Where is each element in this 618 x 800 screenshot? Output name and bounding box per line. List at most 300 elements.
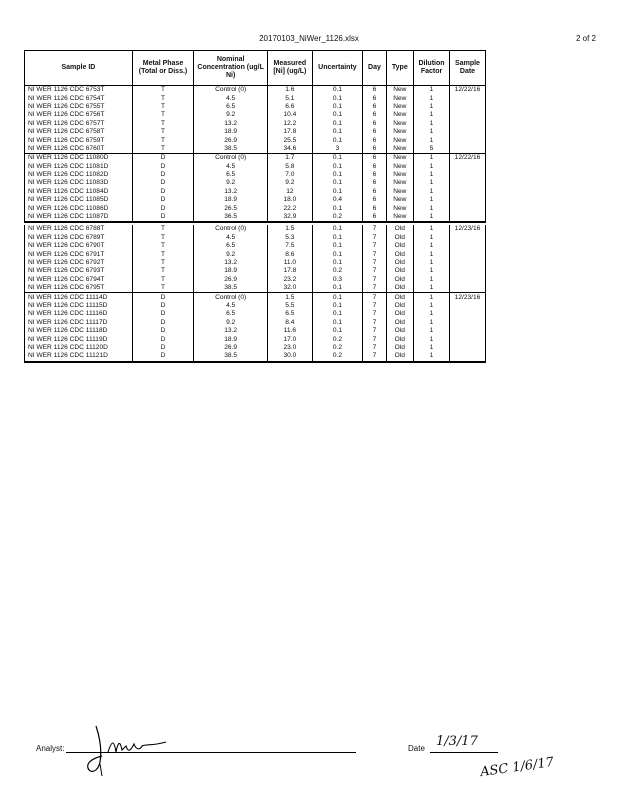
cell-day: 6 [363,103,386,111]
cell-uncertainty: 0.2 [312,335,363,343]
table-row [25,128,486,136]
cell-nominal-concentration: 13.2 [194,188,268,196]
col-header-uncertainty: Uncertainty [312,51,363,86]
cell-nominal-concentration: 26.9 [194,136,268,144]
cell-sample-date [449,250,485,258]
cell-measured: 5.1 [268,94,312,102]
cell-sample-date [449,196,485,204]
cell-dilution-factor: 1 [414,310,450,318]
cell-day: 6 [363,94,386,102]
cell-dilution-factor: 1 [414,327,450,335]
cell-day: 7 [363,302,386,310]
table-row [25,86,486,95]
cell-sample-date: 12/23/16 [449,293,485,302]
cell-sample-date [449,284,485,293]
cell-uncertainty: 3 [312,145,363,154]
cell-day: 6 [363,171,386,179]
cell-metal-phase: T [132,259,193,267]
table-row [25,352,486,361]
cell-sample-date [449,344,485,352]
cell-uncertainty: 0.1 [312,302,363,310]
cell-dilution-factor: 1 [414,120,450,128]
cell-sample-id: NI WER 1126 CDC 6756T [25,111,133,119]
cell-sample-id: NI WER 1126 CDC 11120D [25,344,133,352]
results-table [24,50,486,363]
cell-uncertainty: 0.1 [312,120,363,128]
cell-nominal-concentration: 36.5 [194,213,268,222]
cell-metal-phase: D [132,213,193,222]
cell-metal-phase: T [132,120,193,128]
cell-sample-id: NI WER 1126 CDC 11081D [25,163,133,171]
cell-nominal-concentration: 38.5 [194,352,268,361]
cell-metal-phase: D [132,293,193,302]
cell-type: New [386,94,413,102]
cell-dilution-factor: 1 [414,163,450,171]
cell-sample-date [449,335,485,343]
cell-day: 7 [363,327,386,335]
cell-nominal-concentration: 4.5 [194,163,268,171]
cell-uncertainty: 0.1 [312,327,363,335]
table-row [25,145,486,154]
cell-measured: 30.0 [268,352,312,361]
cell-day: 6 [363,136,386,144]
cell-measured: 32.0 [268,284,312,293]
cell-uncertainty: 0.1 [312,319,363,327]
col-header-sample-date: Sample Date [449,51,485,86]
cell-measured: 18.0 [268,196,312,204]
cell-type: New [386,196,413,204]
cell-sample-id: NI WER 1126 CDC 11121D [25,352,133,361]
cell-measured: 8.4 [268,319,312,327]
table-row [25,344,486,352]
cell-type: Old [386,284,413,293]
cell-day: 7 [363,242,386,250]
cell-type: New [386,213,413,222]
cell-nominal-concentration: 18.9 [194,335,268,343]
table-row [25,284,486,293]
cell-nominal-concentration: 13.2 [194,327,268,335]
table-row [25,267,486,275]
cell-metal-phase: T [132,128,193,136]
table-row [25,293,486,302]
cell-type: Old [386,352,413,361]
cell-uncertainty: 0.1 [312,225,363,233]
cell-sample-date [449,352,485,361]
cell-day: 6 [363,188,386,196]
cell-measured: 6.6 [268,103,312,111]
cell-type: Old [386,310,413,318]
cell-uncertainty: 0.1 [312,171,363,179]
cell-measured: 17.8 [268,267,312,275]
col-header-nominal-concentration: Nominal Concentration (ug/L Ni) [194,51,268,86]
cell-sample-date [449,111,485,119]
cell-metal-phase: T [132,136,193,144]
cell-nominal-concentration: 13.2 [194,259,268,267]
cell-day: 7 [363,335,386,343]
col-header-metal-phase: Metal Phase (Total or Diss.) [132,51,193,86]
cell-uncertainty: 0.2 [312,344,363,352]
table-row [25,259,486,267]
cell-nominal-concentration: 18.9 [194,196,268,204]
cell-sample-id: NI WER 1126 CDC 6758T [25,128,133,136]
cell-metal-phase: T [132,111,193,119]
cell-type: Old [386,276,413,284]
cell-nominal-concentration: 13.2 [194,120,268,128]
cell-sample-id: NI WER 1126 CDC 11083D [25,179,133,187]
cell-sample-date [449,128,485,136]
cell-type: Old [386,335,413,343]
cell-dilution-factor: 1 [414,196,450,204]
cell-nominal-concentration: 4.5 [194,302,268,310]
cell-dilution-factor: 1 [414,103,450,111]
cell-nominal-concentration: 4.5 [194,234,268,242]
col-header-type: Type [386,51,413,86]
cell-measured: 7.0 [268,171,312,179]
cell-sample-date [449,103,485,111]
cell-nominal-concentration: 26.5 [194,204,268,212]
cell-nominal-concentration: 9.2 [194,319,268,327]
cell-sample-id: NI WER 1126 CDC 6760T [25,145,133,154]
cell-day: 7 [363,284,386,293]
cell-sample-id: NI WER 1126 CDC 11115D [25,302,133,310]
cell-sample-id: NI WER 1126 CDC 6753T [25,86,133,95]
cell-metal-phase: T [132,86,193,95]
cell-uncertainty: 0.2 [312,213,363,222]
cell-dilution-factor: 1 [414,293,450,302]
cell-dilution-factor: 1 [414,188,450,196]
cell-sample-date: 12/22/16 [449,154,485,163]
handwritten-date: 1/3/17 [436,734,478,749]
cell-sample-id: NI WER 1126 CDC 11082D [25,171,133,179]
cell-type: Old [386,319,413,327]
cell-type: New [386,179,413,187]
cell-metal-phase: D [132,352,193,361]
cell-nominal-concentration: 38.5 [194,284,268,293]
cell-uncertainty: 0.1 [312,250,363,258]
cell-uncertainty: 0.1 [312,94,363,102]
cell-sample-id: NI WER 1126 CDC 6754T [25,94,133,102]
cell-sample-id: NI WER 1126 CDC 6757T [25,120,133,128]
cell-metal-phase: D [132,171,193,179]
cell-metal-phase: D [132,335,193,343]
cell-sample-date [449,234,485,242]
table-row [25,94,486,102]
table-row [25,171,486,179]
cell-metal-phase: T [132,284,193,293]
cell-dilution-factor: 1 [414,204,450,212]
cell-sample-id: NI WER 1126 CDC 11114D [25,293,133,302]
cell-uncertainty: 0.1 [312,284,363,293]
col-header-measured: Measured [Ni] (ug/L) [268,51,312,86]
cell-day: 7 [363,234,386,242]
cell-sample-id: NI WER 1126 CDC 11119D [25,335,133,343]
cell-day: 7 [363,267,386,275]
cell-sample-date [449,310,485,318]
cell-metal-phase: T [132,250,193,258]
cell-measured: 25.5 [268,136,312,144]
cell-nominal-concentration: 18.9 [194,267,268,275]
cell-measured: 12 [268,188,312,196]
table-row [25,250,486,258]
cell-measured: 8.6 [268,250,312,258]
cell-dilution-factor: 1 [414,302,450,310]
table-body [25,86,486,362]
cell-dilution-factor: 1 [414,225,450,233]
cell-type: Old [386,344,413,352]
cell-uncertainty: 0.1 [312,103,363,111]
cell-measured: 5.5 [268,302,312,310]
cell-dilution-factor: 1 [414,213,450,222]
table-row [25,163,486,171]
cell-type: Old [386,259,413,267]
table-row [25,225,486,233]
cell-dilution-factor: 1 [414,154,450,163]
table-header-row [25,51,486,86]
table-row [25,276,486,284]
cell-sample-id: NI WER 1126 CDC 6788T [25,225,133,233]
cell-dilution-factor: 1 [414,335,450,343]
cell-measured: 7.5 [268,242,312,250]
cell-measured: 17.8 [268,128,312,136]
cell-measured: 5.3 [268,234,312,242]
cell-measured: 10.4 [268,111,312,119]
table-row [25,234,486,242]
cell-dilution-factor: 1 [414,250,450,258]
cell-sample-id: NI WER 1126 CDC 6755T [25,103,133,111]
cell-uncertainty: 0.1 [312,111,363,119]
cell-sample-id: NI WER 1126 CDC 11084D [25,188,133,196]
cell-metal-phase: T [132,234,193,242]
cell-sample-id: NI WER 1126 CDC 6790T [25,242,133,250]
cell-sample-id: NI WER 1126 CDC 11080D [25,154,133,163]
analyst-label: Analyst: [36,744,65,753]
cell-nominal-concentration: 9.2 [194,111,268,119]
cell-sample-date [449,94,485,102]
cell-sample-date: 12/22/16 [449,86,485,95]
cell-nominal-concentration: 26.9 [194,344,268,352]
table-row [25,103,486,111]
table-row [25,302,486,310]
cell-nominal-concentration: Control (0) [194,225,268,233]
cell-nominal-concentration: 6.5 [194,103,268,111]
cell-measured: 5.8 [268,163,312,171]
cell-nominal-concentration: 4.5 [194,94,268,102]
cell-type: New [386,171,413,179]
cell-sample-id: NI WER 1126 CDC 11116D [25,310,133,318]
cell-type: New [386,188,413,196]
cell-type: Old [386,267,413,275]
cell-metal-phase: D [132,154,193,163]
analyst-signature [82,718,192,783]
cell-dilution-factor: 1 [414,344,450,352]
cell-day: 7 [363,319,386,327]
cell-sample-id: NI WER 1126 CDC 11118D [25,327,133,335]
cell-type: New [386,86,413,95]
cell-measured: 1.7 [268,154,312,163]
cell-uncertainty: 0.1 [312,86,363,95]
cell-measured: 34.6 [268,145,312,154]
cell-uncertainty: 0.2 [312,352,363,361]
cell-uncertainty: 0.1 [312,179,363,187]
cell-nominal-concentration: 18.9 [194,128,268,136]
cell-metal-phase: D [132,302,193,310]
cell-sample-date [449,188,485,196]
cell-sample-id: NI WER 1126 CDC 11086D [25,204,133,212]
cell-type: New [386,145,413,154]
table-row [25,136,486,144]
cell-sample-date [449,259,485,267]
table-row [25,188,486,196]
cell-measured: 17.0 [268,335,312,343]
cell-sample-date [449,171,485,179]
cell-day: 7 [363,293,386,302]
cell-sample-date [449,276,485,284]
cell-day: 6 [363,163,386,171]
date-label: Date [408,744,425,753]
cell-type: Old [386,225,413,233]
cell-sample-date [449,267,485,275]
cell-type: Old [386,242,413,250]
cell-measured: 22.2 [268,204,312,212]
cell-uncertainty: 0.1 [312,242,363,250]
cell-dilution-factor: 1 [414,267,450,275]
cell-dilution-factor: 1 [414,86,450,95]
cell-metal-phase: T [132,225,193,233]
col-header-sample-id: Sample ID [25,51,133,86]
table-row [25,196,486,204]
cell-metal-phase: T [132,242,193,250]
cell-nominal-concentration: Control (0) [194,293,268,302]
cell-sample-id: NI WER 1126 CDC 6793T [25,267,133,275]
cell-day: 7 [363,276,386,284]
cell-day: 7 [363,225,386,233]
cell-sample-id: NI WER 1126 CDC 6792T [25,259,133,267]
table-row [25,179,486,187]
cell-sample-date [449,213,485,222]
table-row [25,120,486,128]
cell-metal-phase: D [132,344,193,352]
cell-day: 6 [363,179,386,187]
cell-day: 6 [363,196,386,204]
cell-measured: 1.5 [268,293,312,302]
cell-sample-date [449,120,485,128]
cell-dilution-factor: 1 [414,136,450,144]
cell-nominal-concentration: 9.2 [194,250,268,258]
cell-sample-id: NI WER 1126 CDC 11087D [25,213,133,222]
cell-day: 7 [363,250,386,258]
cell-metal-phase: D [132,163,193,171]
cell-sample-id: NI WER 1126 CDC 11117D [25,319,133,327]
cell-dilution-factor: 1 [414,242,450,250]
cell-dilution-factor: 1 [414,128,450,136]
cell-nominal-concentration: 9.2 [194,179,268,187]
cell-uncertainty: 0.1 [312,293,363,302]
cell-day: 6 [363,154,386,163]
cell-sample-date [449,327,485,335]
cell-uncertainty: 0.3 [312,276,363,284]
cell-nominal-concentration: 6.5 [194,171,268,179]
cell-dilution-factor: 1 [414,94,450,102]
table-row [25,154,486,163]
cell-metal-phase: T [132,276,193,284]
cell-metal-phase: T [132,267,193,275]
cell-measured: 12.2 [268,120,312,128]
cell-day: 6 [363,204,386,212]
cell-day: 6 [363,111,386,119]
cell-sample-id: NI WER 1126 CDC 11085D [25,196,133,204]
cell-dilution-factor: 1 [414,179,450,187]
cell-sample-date [449,136,485,144]
cell-dilution-factor: 1 [414,111,450,119]
cell-type: New [386,136,413,144]
cell-nominal-concentration: Control (0) [194,154,268,163]
cell-nominal-concentration: 38.5 [194,145,268,154]
cell-metal-phase: T [132,145,193,154]
cell-type: New [386,128,413,136]
cell-measured: 23.2 [268,276,312,284]
cell-dilution-factor: 1 [414,259,450,267]
cell-uncertainty: 0.4 [312,196,363,204]
cell-nominal-concentration: 6.5 [194,310,268,318]
cell-sample-date [449,242,485,250]
cell-sample-id: NI WER 1126 CDC 6791T [25,250,133,258]
cell-day: 7 [363,344,386,352]
cell-metal-phase: D [132,310,193,318]
table-row [25,310,486,318]
cell-metal-phase: D [132,196,193,204]
cell-nominal-concentration: 26.9 [194,276,268,284]
cell-measured: 11.6 [268,327,312,335]
cell-uncertainty: 0.1 [312,234,363,242]
cell-uncertainty: 0.1 [312,259,363,267]
cell-dilution-factor: 1 [414,171,450,179]
table-row [25,242,486,250]
page-number: 2 of 2 [575,34,596,43]
cell-type: Old [386,327,413,335]
cell-sample-id: NI WER 1126 CDC 6795T [25,284,133,293]
cell-day: 7 [363,259,386,267]
cell-type: New [386,103,413,111]
cell-uncertainty: 0.1 [312,310,363,318]
cell-measured: 23.0 [268,344,312,352]
cell-sample-id: NI WER 1126 CDC 6759T [25,136,133,144]
cell-dilution-factor: 1 [414,276,450,284]
cell-day: 6 [363,128,386,136]
date-line [430,752,498,753]
cell-metal-phase: D [132,327,193,335]
cell-day: 7 [363,352,386,361]
cell-type: Old [386,293,413,302]
cell-day: 6 [363,145,386,154]
cell-metal-phase: D [132,319,193,327]
cell-uncertainty: 0.2 [312,267,363,275]
cell-dilution-factor: 1 [414,352,450,361]
table-row [25,111,486,119]
cell-metal-phase: D [132,188,193,196]
cell-nominal-concentration: 6.5 [194,242,268,250]
table-row [25,319,486,327]
cell-uncertainty: 0.1 [312,188,363,196]
cell-nominal-concentration: Control (0) [194,86,268,95]
cell-metal-phase: D [132,179,193,187]
cell-type: New [386,120,413,128]
cell-sample-date [449,163,485,171]
cell-uncertainty: 0.1 [312,204,363,212]
cell-day: 6 [363,213,386,222]
cell-uncertainty: 0.1 [312,136,363,144]
cell-dilution-factor: 1 [414,284,450,293]
cell-sample-date [449,204,485,212]
